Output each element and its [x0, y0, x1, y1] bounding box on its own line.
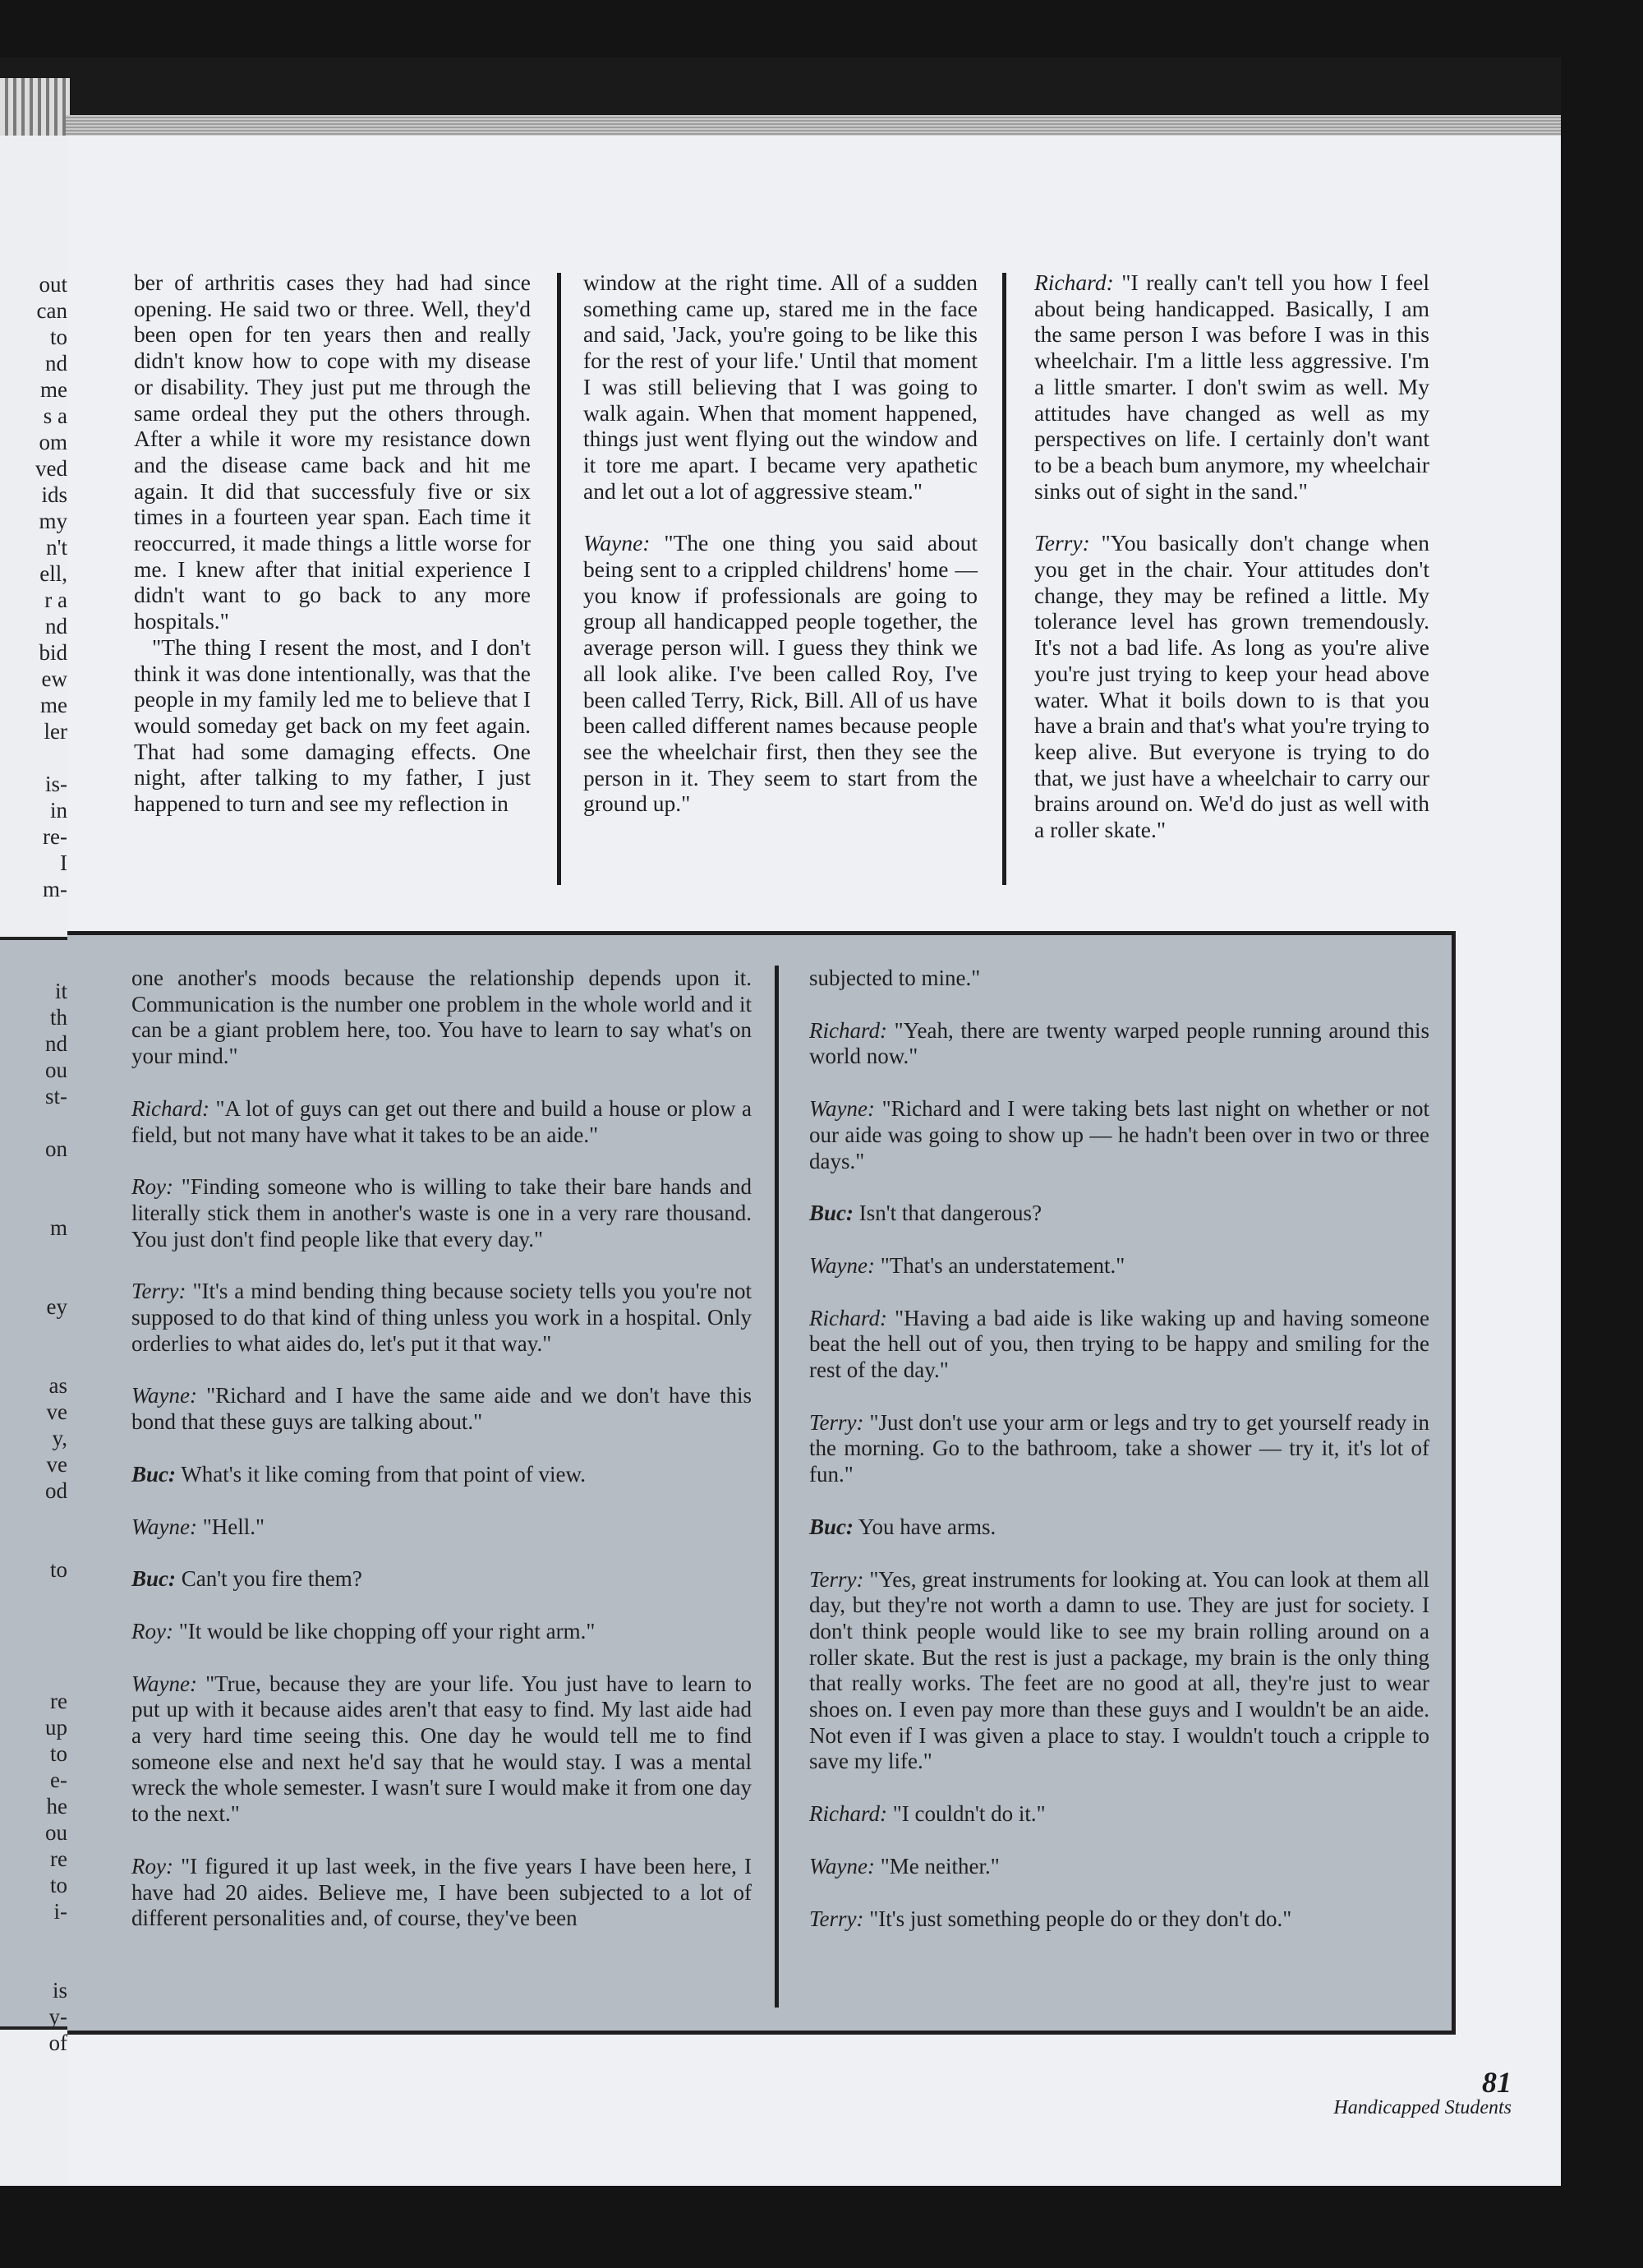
fragment-line: [0, 1320, 67, 1346]
quote-paragraph: [809, 1801, 1429, 1828]
article-column-2: [583, 270, 978, 817]
fragment-line: m: [49, 1215, 67, 1240]
quote-text: subjected to mine.": [809, 966, 981, 990]
quote-paragraph: [131, 1671, 752, 1828]
quote-paragraph: [809, 1906, 1429, 1933]
quote-text: "Having a bad aide is like waking up and having someone beat the hell out of you, then trying to be happy and smiling for the rest of the day.": [809, 1305, 1429, 1383]
speaker-name: Terry:: [131, 1279, 186, 1304]
quote-paragraph: [809, 1567, 1429, 1776]
quote-text: "It would be like chopping off your right arm.": [178, 1618, 596, 1643]
article-column-3: [1034, 270, 1429, 843]
quote-text: "Richard and I were taking bets last night on whether or not our aide was going to show up — he hadn't been over in two or three days.": [809, 1096, 1430, 1173]
speaker-name: Wayne:: [131, 1514, 197, 1539]
fragment-line: ell,: [39, 561, 67, 586]
fragment-line: [0, 1609, 67, 1635]
left-page-fragments-box: [0, 978, 67, 2056]
speaker-name: Richard:: [809, 1801, 887, 1827]
paragraph: [583, 530, 978, 817]
quote-paragraph: [131, 1383, 752, 1435]
quote-paragraph: [809, 966, 1429, 992]
quote-paragraph: [131, 1462, 752, 1488]
quote-paragraph: [131, 1096, 752, 1148]
fragment-line: bid: [39, 640, 67, 665]
fragment-line: as: [48, 1373, 67, 1398]
quote-paragraph: [809, 1096, 1429, 1174]
speaker-name: Terry:: [1034, 530, 1090, 556]
fragment-line: out: [39, 272, 67, 297]
speaker-name: Buc:: [131, 1461, 176, 1487]
column-rule: [1002, 273, 1006, 885]
box-column-right: [809, 966, 1429, 1932]
fragment-line: [0, 1241, 67, 1267]
quote-paragraph: [809, 1410, 1429, 1488]
fragment-line: od: [45, 1478, 67, 1503]
fragment-line: is-: [45, 772, 67, 796]
section-title: Handicapped Students: [1333, 2097, 1512, 2118]
fragment-line: to: [49, 1741, 67, 1766]
quote-text: "It's a mind bending thing because society tells you you're not supposed to do that kind of thing unless you work in a hospital. Only orderlies to what aides do, let's put it that way.": [131, 1279, 752, 1356]
speaker-name: Wayne:: [131, 1671, 197, 1696]
speaker-name: Terry:: [809, 1409, 864, 1435]
fragment-line: re-: [43, 824, 67, 849]
speaker-name: Wayne:: [809, 1252, 875, 1278]
quote-text: "You basically don't change when you get in the chair. Your attitudes don't change, they may be refined a little. My tolerance level has grown tremendously. It's not a bad life. As long as you're alive you're just trying to keep your head above water. What it boils down to is that you have a brain and that's what you're trying to keep alive. But everyone is trying to do that, we just have a wheelchair to carry our brains around on. We'd do just as well with a roller skate.": [1034, 530, 1430, 843]
speaker-name: Terry:: [809, 1566, 864, 1592]
speaker-name: Roy:: [131, 1853, 173, 1878]
fragment-line: of: [48, 2031, 67, 2055]
quote-paragraph: [809, 1018, 1429, 1070]
fragment-line: [0, 1504, 67, 1530]
fragment-line: [0, 1109, 67, 1136]
quote-text: "It's just something people do or they don't do.": [869, 1906, 1292, 1931]
quote-paragraph: [131, 1174, 752, 1252]
quote-paragraph: [131, 966, 752, 1070]
quote-text: "Me neither.": [880, 1853, 1000, 1878]
fragment-line: [0, 1188, 67, 1215]
binding-stitch: [0, 78, 70, 144]
fragment-line: is: [52, 1978, 67, 2003]
paragraph: window at the right time. All of a sudden something came up, stared me in the face and said, 'Jack, you're going to be like this for the rest of your life.' Until that moment I was still believing that I was going to walk again. When that moment happened, things just went flying out the window and it tore me apart. I became very apathetic and let out a lot of aggressive steam.": [583, 270, 978, 504]
speaker-name: Roy:: [131, 1618, 173, 1643]
paragraph: "The thing I resent the most, and I don't think it was done intentionally, was that the people in my family led me to believe that I would someday get back on my feet again. That had some damaging effects. One night, after talking to my father, I just happened to turn and see my reflection in: [134, 634, 531, 817]
fragment-line: ler: [44, 719, 67, 744]
box-column-left: [131, 966, 752, 1932]
speaker-name: Roy:: [131, 1174, 173, 1200]
quote-text: "Finding someone who is willing to take their bare hands and literally stick them in another's waste is one in a very rare thousand. You just don't find people like that every day.": [131, 1174, 752, 1252]
fragment-line: can: [36, 298, 67, 323]
quote-text: "True, because they are your life. You just have to learn to put up with it because aides aren't that easy to find. My last aide had a very hard time seeing this. One day he would tell me to find someone else and next he'd say that he would stay. I was a mental wreck the whole semester. I wasn't sure I would make it from one day to the next.": [131, 1671, 752, 1827]
quote-text: "A lot of guys can get out there and build a house or plow a field, but not many have what it takes to be an aide.": [131, 1095, 752, 1147]
fragment-line: ou: [45, 1820, 67, 1845]
speaker-name: Wayne:: [131, 1383, 197, 1408]
quote-text: What's it like coming from that point of view.: [181, 1461, 587, 1487]
fragment-line: nd: [45, 614, 67, 638]
fragment-line: [0, 1662, 67, 1688]
speaker-name: Richard:: [131, 1095, 209, 1121]
fragment-line: ew: [41, 666, 67, 691]
quote-paragraph: [131, 1854, 752, 1932]
quote-text: "Richard and I have the same aide and we don't have this bond that these guys are talking about.": [131, 1383, 752, 1435]
quote-text: "I really can't tell you how I feel about being handicapped. Basically, I am the same person I was before I was in this wheelchair. I'm a little less aggressive. I'm a little smarter. I don't swim as well. My attitudes have changed as well as my perspectives on life. I certainly don't want to be a beach bum anymore, my wheelchair sinks out of sight in the sand.": [1034, 270, 1429, 504]
fragment-line: I: [60, 850, 67, 875]
page-number: 81: [1482, 2066, 1512, 2099]
quote-text: "I figured it up last week, in the five years I have been here, I have had 20 aides. Believe me, I have been subjected to a lot of different personalities and, of course, they've been: [131, 1853, 752, 1931]
quote-paragraph: [131, 1619, 752, 1645]
fragment-line: [0, 1530, 67, 1556]
fragment-line: in: [49, 798, 67, 823]
quote-paragraph: [131, 1279, 752, 1357]
column-rule: [557, 273, 561, 885]
fragment-line: [0, 1162, 67, 1188]
fragment-line: ve: [46, 1399, 67, 1424]
fragment-line: y-: [48, 2004, 67, 2029]
fragment-line: me: [40, 693, 67, 717]
speaker-name: Buc:: [131, 1566, 176, 1592]
fragment-line: ved: [35, 456, 67, 481]
quote-text: "Yeah, there are twenty warped people running around this world now.": [809, 1017, 1429, 1069]
fragment-line: nd: [45, 351, 67, 376]
fragment-line: to: [49, 1873, 67, 1897]
fragment-line: nd: [45, 1031, 67, 1056]
left-page-fragments-top: [0, 271, 67, 902]
fragment-line: r a: [44, 588, 67, 612]
quote-text: "Hell.": [202, 1514, 265, 1539]
speaker-name: Buc:: [809, 1201, 854, 1226]
fragment-line: to: [49, 1557, 67, 1582]
fragment-line: re: [50, 1846, 67, 1871]
article-column-1: [134, 270, 531, 817]
quote-paragraph: [809, 1854, 1429, 1880]
speaker-name: Wayne:: [809, 1853, 875, 1878]
fragment-line: i-: [53, 1899, 67, 1924]
quote-paragraph: [131, 1566, 752, 1593]
fragment-line: e-: [50, 1768, 67, 1792]
fragment-line: [0, 1925, 67, 1951]
fragment-line: re: [50, 1689, 67, 1713]
fragment-line: he: [46, 1794, 67, 1819]
quote-text: "I couldn't do it.": [892, 1801, 1046, 1827]
quote-text: "The one thing you said about being sent to a crippled childrens' home — you know if professionals are going to group all handicapped people together, the average person will. I guess they think we all look alike. I've been called Roy, I've been called Terry, Rick, Bill. All of us have been called different names because people see the wheelchair first, then they see the person in it. They seem to start from the ground up.": [583, 530, 978, 817]
fragment-line: up: [45, 1715, 67, 1740]
left-page: [0, 136, 67, 2186]
fragment-line: n't: [46, 535, 67, 560]
box-column-rule: [775, 966, 779, 2008]
paragraph: [1034, 270, 1429, 504]
quote-paragraph: [809, 1514, 1429, 1541]
fragment-line: ve: [46, 1452, 67, 1477]
quote-paragraph: [809, 1253, 1429, 1279]
fragment-line: [0, 1583, 67, 1609]
fragment-line: [0, 1951, 67, 1977]
fragment-line: [0, 1346, 67, 1372]
fragment-line: [0, 1635, 67, 1662]
quote-paragraph: [131, 1514, 752, 1541]
quote-text: Isn't that dangerous?: [858, 1201, 1042, 1226]
speaker-name: Richard:: [809, 1017, 887, 1043]
speaker-name: Richard:: [809, 1305, 887, 1330]
paragraph: [1034, 530, 1429, 842]
fragment-line: ou: [45, 1058, 67, 1082]
fragment-line: m-: [43, 877, 67, 901]
fragment-line: y,: [52, 1426, 67, 1450]
fragment-line: st-: [45, 1084, 67, 1109]
fragment-line: my: [39, 509, 67, 533]
quote-paragraph: [809, 1201, 1429, 1227]
fragment-line: th: [49, 1005, 67, 1030]
speaker-name: Terry:: [809, 1906, 864, 1931]
speaker-name: Richard:: [1034, 270, 1114, 295]
quote-text: "Yes, great instruments for looking at. You can look at them all day, but they're not worth a damn to use. They are just for society. I don't think people would like to see my brain rolling around on a roller skate. But the rest is just a package, my brain is the only thing that really works. The feet are no good at all, they're just to wear shoes on. I even pay more than these guys and I wouldn't be an aide. Not even if I was given a place to stay. I wouldn't touch a cripple to save my life.": [809, 1566, 1430, 1774]
fragment-line: it: [54, 979, 67, 1003]
fragment-line: ey: [46, 1294, 67, 1319]
quote-text: Can't you fire them?: [181, 1566, 362, 1592]
quote-text: "Just don't use your arm or legs and try to get yourself ready in the morning. Go to the bathroom, take a shower — try it, it's lot of fun.": [809, 1409, 1430, 1487]
speaker-name: Buc:: [809, 1514, 854, 1539]
fragment-line: me: [40, 377, 67, 402]
fragment-line: on: [45, 1136, 67, 1161]
speaker-name: Wayne:: [583, 530, 651, 556]
paragraph: ber of arthritis cases they had had since opening. He said two or three. Well, they'd been open for ten years then and really didn't know how to cope with my disease or disability. They just put me through the same ordeal they put the others through. After a while it wore my resistance down and the disease came back and hit me again. It did that successfuly five or six times in a fourteen year span. Each time it reoccurred, it made things a little worse for me. I knew after that initial experience I didn't want to go back to any more hospitals.": [134, 270, 531, 634]
fragment-line: [0, 1267, 67, 1293]
fragment-line: to: [49, 325, 67, 349]
fragment-line: [0, 744, 67, 771]
speaker-name: Wayne:: [809, 1096, 875, 1122]
fragment-line: s a: [43, 403, 67, 428]
quote-text: one another's moods because the relationship depends upon it. Communication is the number one problem in the whole world and it can be a giant problem here, too. You have to learn to say what's on your mind.": [131, 966, 752, 1069]
fragment-line: ids: [41, 482, 67, 507]
quote-text: "That's an understatement.": [880, 1252, 1125, 1278]
quote-text: You have arms.: [858, 1514, 996, 1539]
quote-paragraph: [809, 1306, 1429, 1384]
fragment-line: om: [39, 430, 67, 454]
